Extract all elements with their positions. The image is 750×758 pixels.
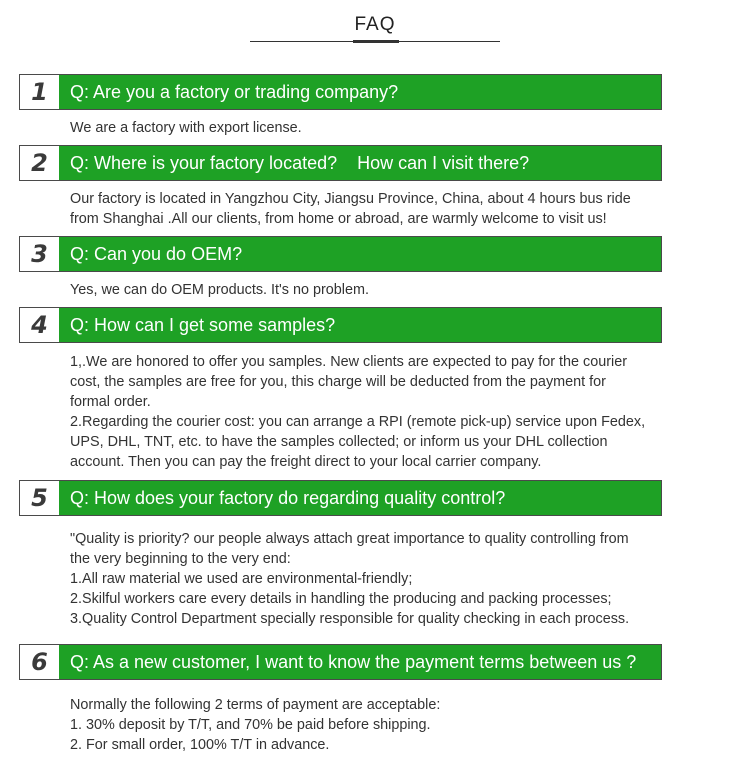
answer-line: cost, the samples are free for you, this charge will be deducted from the payment for bbox=[70, 374, 606, 390]
answer-line: account. Then you can pay the freight direct to your local carrier company. bbox=[70, 454, 542, 470]
question-text: Q: How does your factory do regarding quality control? bbox=[59, 481, 661, 515]
question-bar bbox=[19, 74, 662, 110]
answer-line: We are a factory with export license. bbox=[70, 120, 302, 136]
answer-line: 1. 30% deposit by T/T, and 70% be paid before shipping. bbox=[70, 717, 431, 733]
answer-line: Yes, we can do OEM products. It's no problem. bbox=[70, 282, 369, 298]
question-text: Q: Where is your factory located? How can I visit there? bbox=[59, 146, 661, 180]
answer-line: from Shanghai .All our clients, from home or abroad, are warmly welcome to visit us! bbox=[70, 211, 607, 227]
question-bar bbox=[19, 644, 662, 680]
answer-line: 2. For small order, 100% T/T in advance. bbox=[70, 737, 330, 753]
title-underline-accent bbox=[353, 40, 399, 43]
answer-text bbox=[70, 189, 664, 229]
answer-line: 1.All raw material we used are environmental-friendly; bbox=[70, 571, 413, 587]
answer-line: 2.Skilful workers care every details in handling the producing and packing processes; bbox=[70, 591, 612, 607]
answer-text bbox=[70, 118, 664, 138]
question-text: Q: Can you do OEM? bbox=[59, 237, 661, 271]
answer-line: 1,.We are honored to offer you samples. New clients are expected to pay for the courier bbox=[70, 354, 628, 370]
question-number: 5 bbox=[31, 484, 48, 512]
question-number: 3 bbox=[31, 240, 48, 268]
answer-line: 3.Quality Control Department specially responsible for quality checking in each process. bbox=[70, 611, 630, 627]
faq-item-5 bbox=[19, 480, 664, 629]
question-number: 1 bbox=[31, 78, 48, 106]
answer-text bbox=[70, 529, 664, 629]
answer-line: Normally the following 2 terms of payment are acceptable: bbox=[70, 697, 441, 713]
question-text: Q: As a new customer, I want to know the payment terms between us ? bbox=[59, 645, 661, 679]
faq-item-3 bbox=[19, 236, 664, 300]
answer-text bbox=[70, 695, 664, 755]
answer-line: formal order. bbox=[70, 394, 151, 410]
page-title: FAQ bbox=[354, 14, 396, 35]
question-bar bbox=[19, 480, 662, 516]
question-text: Q: Are you a factory or trading company? bbox=[59, 75, 661, 109]
question-number: 2 bbox=[31, 149, 48, 177]
question-bar bbox=[19, 145, 662, 181]
faq-item-2 bbox=[19, 145, 664, 229]
question-bar bbox=[19, 307, 662, 343]
faq-item-6 bbox=[19, 644, 664, 755]
answer-text bbox=[70, 352, 664, 472]
answer-line: "Quality is priority? our people always attach great importance to quality controlling from bbox=[70, 531, 629, 547]
faq-item-4 bbox=[19, 307, 664, 472]
answer-line: the very beginning to the very end: bbox=[70, 551, 291, 567]
answer-line: 2.Regarding the courier cost: you can arrange a RPI (remote pick-up) service upon Fedex, bbox=[70, 414, 646, 430]
answer-text bbox=[70, 280, 664, 300]
question-text: Q: How can I get some samples? bbox=[59, 308, 661, 342]
faq-header bbox=[250, 12, 500, 42]
faq-item-1 bbox=[19, 74, 664, 138]
answer-line: Our factory is located in Yangzhou City, Jiangsu Province, China, about 4 hours bus ride bbox=[70, 191, 631, 207]
question-bar bbox=[19, 236, 662, 272]
answer-line: UPS, DHL, TNT, etc. to have the samples collected; or inform us your DHL collection bbox=[70, 434, 608, 450]
question-number: 4 bbox=[31, 311, 48, 339]
question-number: 6 bbox=[31, 648, 48, 676]
